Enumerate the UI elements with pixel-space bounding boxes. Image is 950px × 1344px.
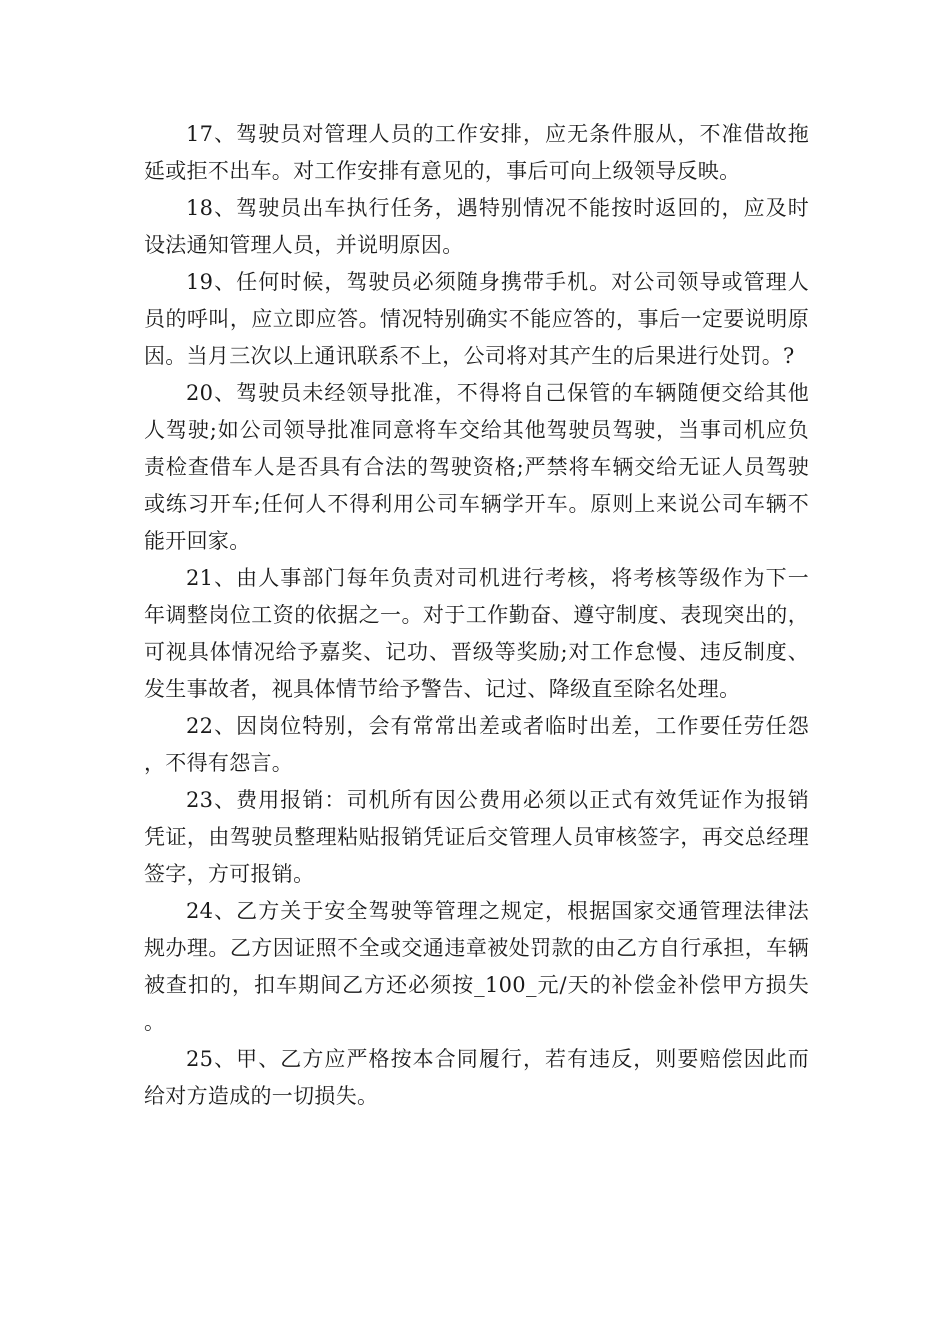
document-body <box>144 116 809 1115</box>
clause-21: 21、由人事部门每年负责对司机进行考核，将考核等级作为下一年调整岗位工资的依据之一。对于工作勤奋、遵守制度、表现突出的，可视具体情况给予嘉奖、记功、晋级等奖励;对工作怠慢、违反制度、发生事故者，视具体情节给予警告、记过、降级直至除名处理。 <box>144 566 809 701</box>
clause-19: 19、任何时候，驾驶员必须随身携带手机。对公司领导或管理人员的呼叫，应立即应答。情况特别确实不能应答的，事后一定要说明原因。当月三次以上通讯联系不上，公司将对其产生的后果进行处罚。? <box>144 270 809 368</box>
clause-23: 23、费用报销：司机所有因公费用必须以正式有效凭证作为报销凭证，由驾驶员整理粘贴报销凭证后交管理人员审核签字，再交总经理签字，方可报销。 <box>144 788 809 886</box>
clause-25: 25、甲、乙方应严格按本合同履行，若有违反，则要赔偿因此而给对方造成的一切损失。 <box>144 1047 809 1108</box>
clause-22: 22、因岗位特别，会有常常出差或者临时出差，工作要任劳任怨，不得有怨言。 <box>144 714 809 775</box>
clause-20: 20、驾驶员未经领导批准，不得将自己保管的车辆随便交给其他人驾驶;如公司领导批准同意将车交给其他驾驶员驾驶，当事司机应负责检查借车人是否具有合法的驾驶资格;严禁将车辆交给无证人员驾驶或练习开车;任何人不得利用公司车辆学开车。原则上来说公司车辆不能开回家。 <box>144 381 809 553</box>
clause-24: 24、乙方关于安全驾驶等管理之规定，根据国家交通管理法律法规办理。乙方因证照不全或交通违章被处罚款的由乙方自行承担，车辆被查扣的，扣车期间乙方还必须按_100_元/天的补偿金补偿甲方损失。 <box>144 899 809 1034</box>
clause-18: 18、驾驶员出车执行任务，遇特别情况不能按时返回的，应及时设法通知管理人员，并说明原因。 <box>144 196 809 257</box>
clause-17: 17、驾驶员对管理人员的工作安排，应无条件服从，不准借故拖延或拒不出车。对工作安排有意见的，事后可向上级领导反映。 <box>144 122 809 183</box>
